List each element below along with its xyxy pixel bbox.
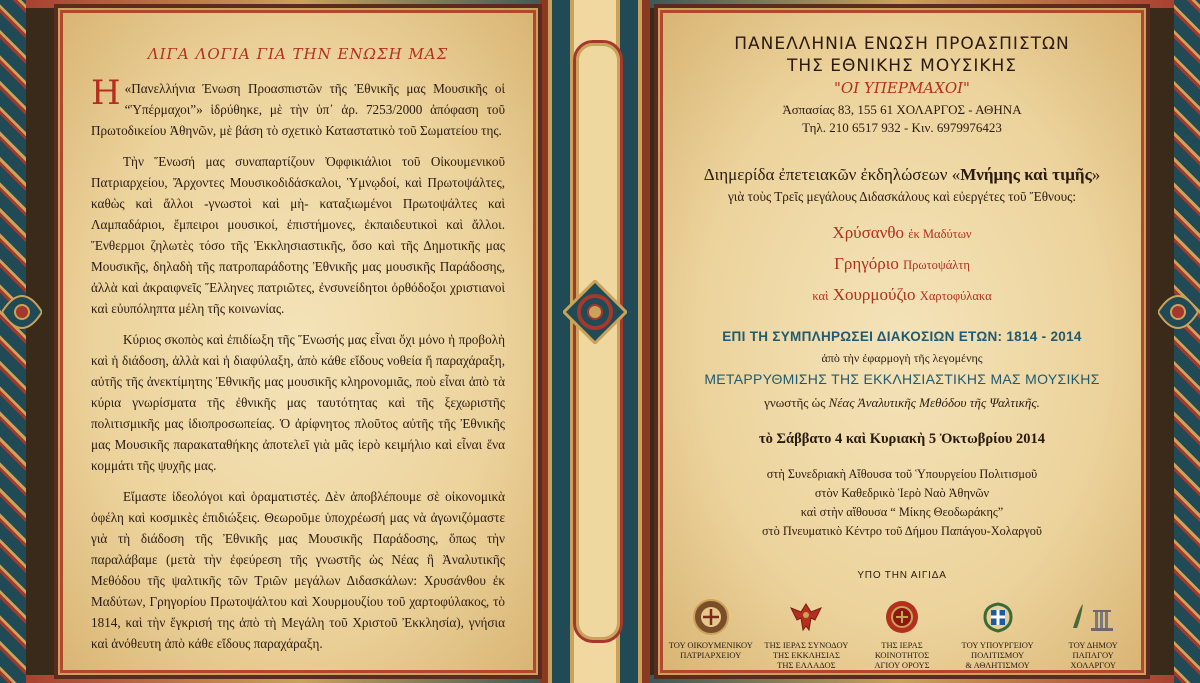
- phone: Τηλ. 210 6517 932 - Κιν. 6979976423: [802, 120, 1002, 135]
- venue-1: στὴ Συνεδριακὴ Αἴθουσα τοῦ Ὑπουργείου Πολιτισμοῦ: [766, 467, 1038, 481]
- event-bold: Μνήμης καὶ τιμῆς: [960, 165, 1092, 184]
- teachers-list: [663, 218, 1141, 311]
- venues-list: [663, 465, 1141, 541]
- greek-coat-of-arms-icon: [979, 598, 1017, 636]
- patron-patriarchate: ΤΟΥ ΟΙΚΟΥΜΕΝΙΚΟΥ ΠΑΤΡΙΑΡΧΕΙΟΥ: [666, 598, 756, 670]
- venue-4: στὸ Πνευματικὸ Κέντρο τοῦ Δήμου Παπάγου-Χολαργοῦ: [762, 524, 1042, 538]
- center-knot-ornament-icon: [563, 280, 627, 344]
- teacher-3: καὶ Χουρμούζιο Χαρτοφύλακα: [812, 285, 992, 304]
- venue-3: καὶ στὴν αἴθουσα “ Μίκης Θεοδωράκης”: [800, 505, 1004, 519]
- organization-line-2: ΤΗΣ ΕΘΝΙΚΗΣ ΜΟΥΣΙΚΗΣ: [786, 56, 1018, 76]
- left-page-title: ΛΙΓΑ ΛΟΓΙΑ ΓΙΑ ΤΗΝ ΕΝΩΣΗ ΜΑΣ: [147, 45, 449, 63]
- event-title: [663, 165, 1141, 185]
- event-close: »: [1091, 165, 1101, 184]
- anniversary-heading: ΕΠΙ ΤΗ ΣΥΜΠΛΗΡΩΣΕΙ ΔΙΑΚΟΣΙΩΝ ΕΤΩΝ: 1814 - 2014: [722, 329, 1082, 344]
- patron-mount-athos: ΤΗΣ ΙΕΡΑΣ ΚΟΙΝΟΤΗΤΟΣ ΑΓΙΟΥ ΟΡΟΥΣ: [857, 598, 947, 670]
- patron-municipality: ΤΟΥ ΔΗΜΟΥ ΠΑΠΑΓΟΥ ΧΟΛΑΡΓΟΥ: [1048, 598, 1138, 670]
- paragraph-3: Κύριος σκοπὸς καὶ ἐπιδίωξη τῆς Ἕνωσής μας εἶναι ὄχι μόνο ἡ προβολὴ καὶ ἡ διάδοση, ἀλλὰ καὶ ἡ διαφύλαξη, ἀπὸ κάθε εἴδους νοθεία ἤ παραχάραξη, αὐτῆς τῆς ἀνεκτίμητης Ἐθνικῆς μας μουσικῆς κληρονομιᾶς, ποὺ εἶναι ἀπὸ τὰ κύρια γνωρίσματα τῆς ἐθνικῆς μας ταυτότητας καὶ τῆς ξεχωριστῆς πολιτισμικῆς μας ἰδιοπροσωπείας. Ὁ ἀρίφνητος πλοῦτος αὐτῆς τῆς Ἐθνικῆς μας Μουσικῆς παρακαταθήκης ἀποτελεῖ γιὰ μᾶς ἱερὸ κειμήλιο καὶ εἶναι ἕνα κομμάτι τῆς ψυχῆς μας.: [91, 332, 505, 473]
- right-knot-ornament-icon: [1158, 280, 1198, 344]
- municipality-logo-icon: [1069, 598, 1117, 636]
- paragraph-1: [91, 73, 505, 141]
- patriarchate-seal-icon: [692, 598, 730, 636]
- address: Ἀσπασίας 83, 155 61 ΧΟΛΑΡΓΟΣ - ΑΘΗΝΑ: [782, 102, 1022, 117]
- event-intro: Διημερίδα ἐπετειακῶν ἐκδηλώσεων «: [703, 165, 961, 184]
- dropcap: Η: [91, 73, 121, 113]
- paragraph-1-text: «Πανελλήνια Ένωση Προασπιστῶν τῆς Ἐθνικῆς μας Μουσικῆς οἱ “Ὑπέρμαχοι”» ἱδρύθηκε, μὲ τὴν ὑπ᾽ ἀρ. 7253/2000 ἀπόφαση τοῦ Πρωτοδικείου Ἀθηνῶν, μὲ βάση τὸ σχετικὸ Καταστατικὸ τοῦ Σωματείου της.: [91, 81, 505, 138]
- event-date: τὸ Σάββατο 4 καὶ Κυριακὴ 5 Ὀκτωβρίου 2014: [758, 431, 1046, 447]
- patron-holy-synod: ΤΗΣ ΙΕΡΑΣ ΣΥΝΟΔΟΥ ΤΗΣ ΕΚΚΛΗΣΙΑΣ ΤΗΣ ΕΛΛΑΔΟΣ: [761, 598, 851, 670]
- event-subtitle: γιὰ τοὺς Τρεῖς μεγάλους Διδασκάλους καὶ εὐεργέτες τοῦ Ἔθνους:: [727, 189, 1077, 204]
- paragraph-4: Εἴμαστε ἰδεολόγοι καὶ ὁραματιστές. Δὲν ἀποβλέπουμε σὲ οἰκονομικὰ ὀφέλη καὶ κοσμικὲς ἐπιδιώξεις. Θεωροῦμε ὑποχρέωσή μας νὰ ἀγωνιζόμαστε γιὰ τὴ διάδοση τῆς Ἐθνικῆς μας Μουσικῆς Παράδοσης, ὅπως τὴν παραλάβαμε (μετὰ τὴν ἐφεύρεση τῆς γνωστῆς ὡς Νέας ἢ Ἀναλυτικῆς Μεθόδου τῆς ψαλτικῆς τῶν Τριῶν μεγάλων Διδασκάλων: Χρυσάνθου ἐκ Μαδύτων, Γρηγορίου Πρωτοψάλτου καὶ Χουρμουζίου τοῦ χαρτοφύλακος, τὸ 1814, καὶ τὴν ἔγκρισή της ἀπὸ τὴ Μεγάλη τοῦ Χριστοῦ Ἐκκλησία), γνήσια καὶ ἀνόθευτη ἀπὸ κάθε εἴδους παραχάραξη.: [91, 489, 505, 651]
- reform-heading: ΜΕΤΑΡΡΥΘΜΙΣΗΣ ΤΗΣ ΕΚΚΛΗΣΙΑΣΤΙΚΗΣ ΜΑΣ ΜΟΥΣΙΚΗΣ: [704, 371, 1100, 387]
- double-eagle-icon: [787, 598, 825, 636]
- right-page: [660, 10, 1144, 673]
- organization-name: "ΟΙ ΥΠΕΡΜΑΧΟΙ": [834, 79, 970, 97]
- patron-seals: [663, 598, 1141, 670]
- paragraph-2: Τὴν Ἕνωσή μας συναπαρτίζουν Ὀφφικιάλιοι τοῦ Οἰκουμενικοῦ Πατριαρχείου, Ἄρχοντες Μουσικοδιδάσκαλοι, Ὑμνῳδοί, καὶ Πρωτοψάλτες, καθὼς καὶ ἄλλοι -γνωστοὶ καὶ μὴ- καταξιωμένοι Πρωτοψάλτες καὶ Λαμπαδάριοι, ἔμπειροι μουσικοί, ἐπιστήμονες, ἐκπαιδευτικοὶ καὶ ἄλλοι. Ἔνθερμοι ζηλωτὲς τόσο τῆς Ἐκκλησιαστικῆς, ὅσο καὶ τῆς Δημοτικῆς μας Μουσικῆς, δηλαδὴ τῆς πατροπαράδοτης Ἐθνικῆς μας μουσικῆς Παράδοσης, ἀλλὰ καὶ ἀκραιφνεῖς Ἕλληνες πατριῶτες, ἐνσυνείδητοι ὀρθόδοξοι χριστιανοὶ καὶ εὐυπόληπτα μέλη τῆς κοινωνίας.: [91, 154, 505, 316]
- aegis-heading: ΥΠΟ ΤΗΝ ΑΙΓΙΔΑ: [857, 570, 947, 581]
- anniversary-subtitle: ἀπὸ τὴν ἐφαρμογὴ τῆς λεγομένης: [821, 351, 983, 365]
- venue-2: στὸν Καθεδρικὸ Ἱερὸ Ναὸ Ἀθηνῶν: [814, 486, 990, 500]
- patron-ministry: ΤΟΥ ΥΠΟΥΡΓΕΙΟΥ ΠΟΛΙΤΙΣΜΟΥ & ΑΘΛΗΤΙΣΜΟΥ: [953, 598, 1043, 670]
- organization-line-1: ΠΑΝΕΛΛΗΝΙΑ ΕΝΩΣΗ ΠΡΟΑΣΠΙΣΤΩΝ: [734, 34, 1070, 54]
- left-knot-ornament-icon: [2, 280, 42, 344]
- mount-athos-seal-icon: [883, 598, 921, 636]
- organization-title: [663, 33, 1141, 77]
- contact-block: [663, 101, 1141, 137]
- teacher-2: Γρηγόριο Πρωτοψάλτη: [834, 254, 970, 273]
- left-page-body: [91, 73, 505, 664]
- left-page: [60, 10, 536, 673]
- reform-subtitle: γνωστῆς ὡς Νέας Ἀναλυτικῆς Μεθόδου τῆς Ψαλτικῆς.: [764, 395, 1040, 410]
- teacher-1: Χρύσανθο ἐκ Μαδύτων: [832, 223, 972, 242]
